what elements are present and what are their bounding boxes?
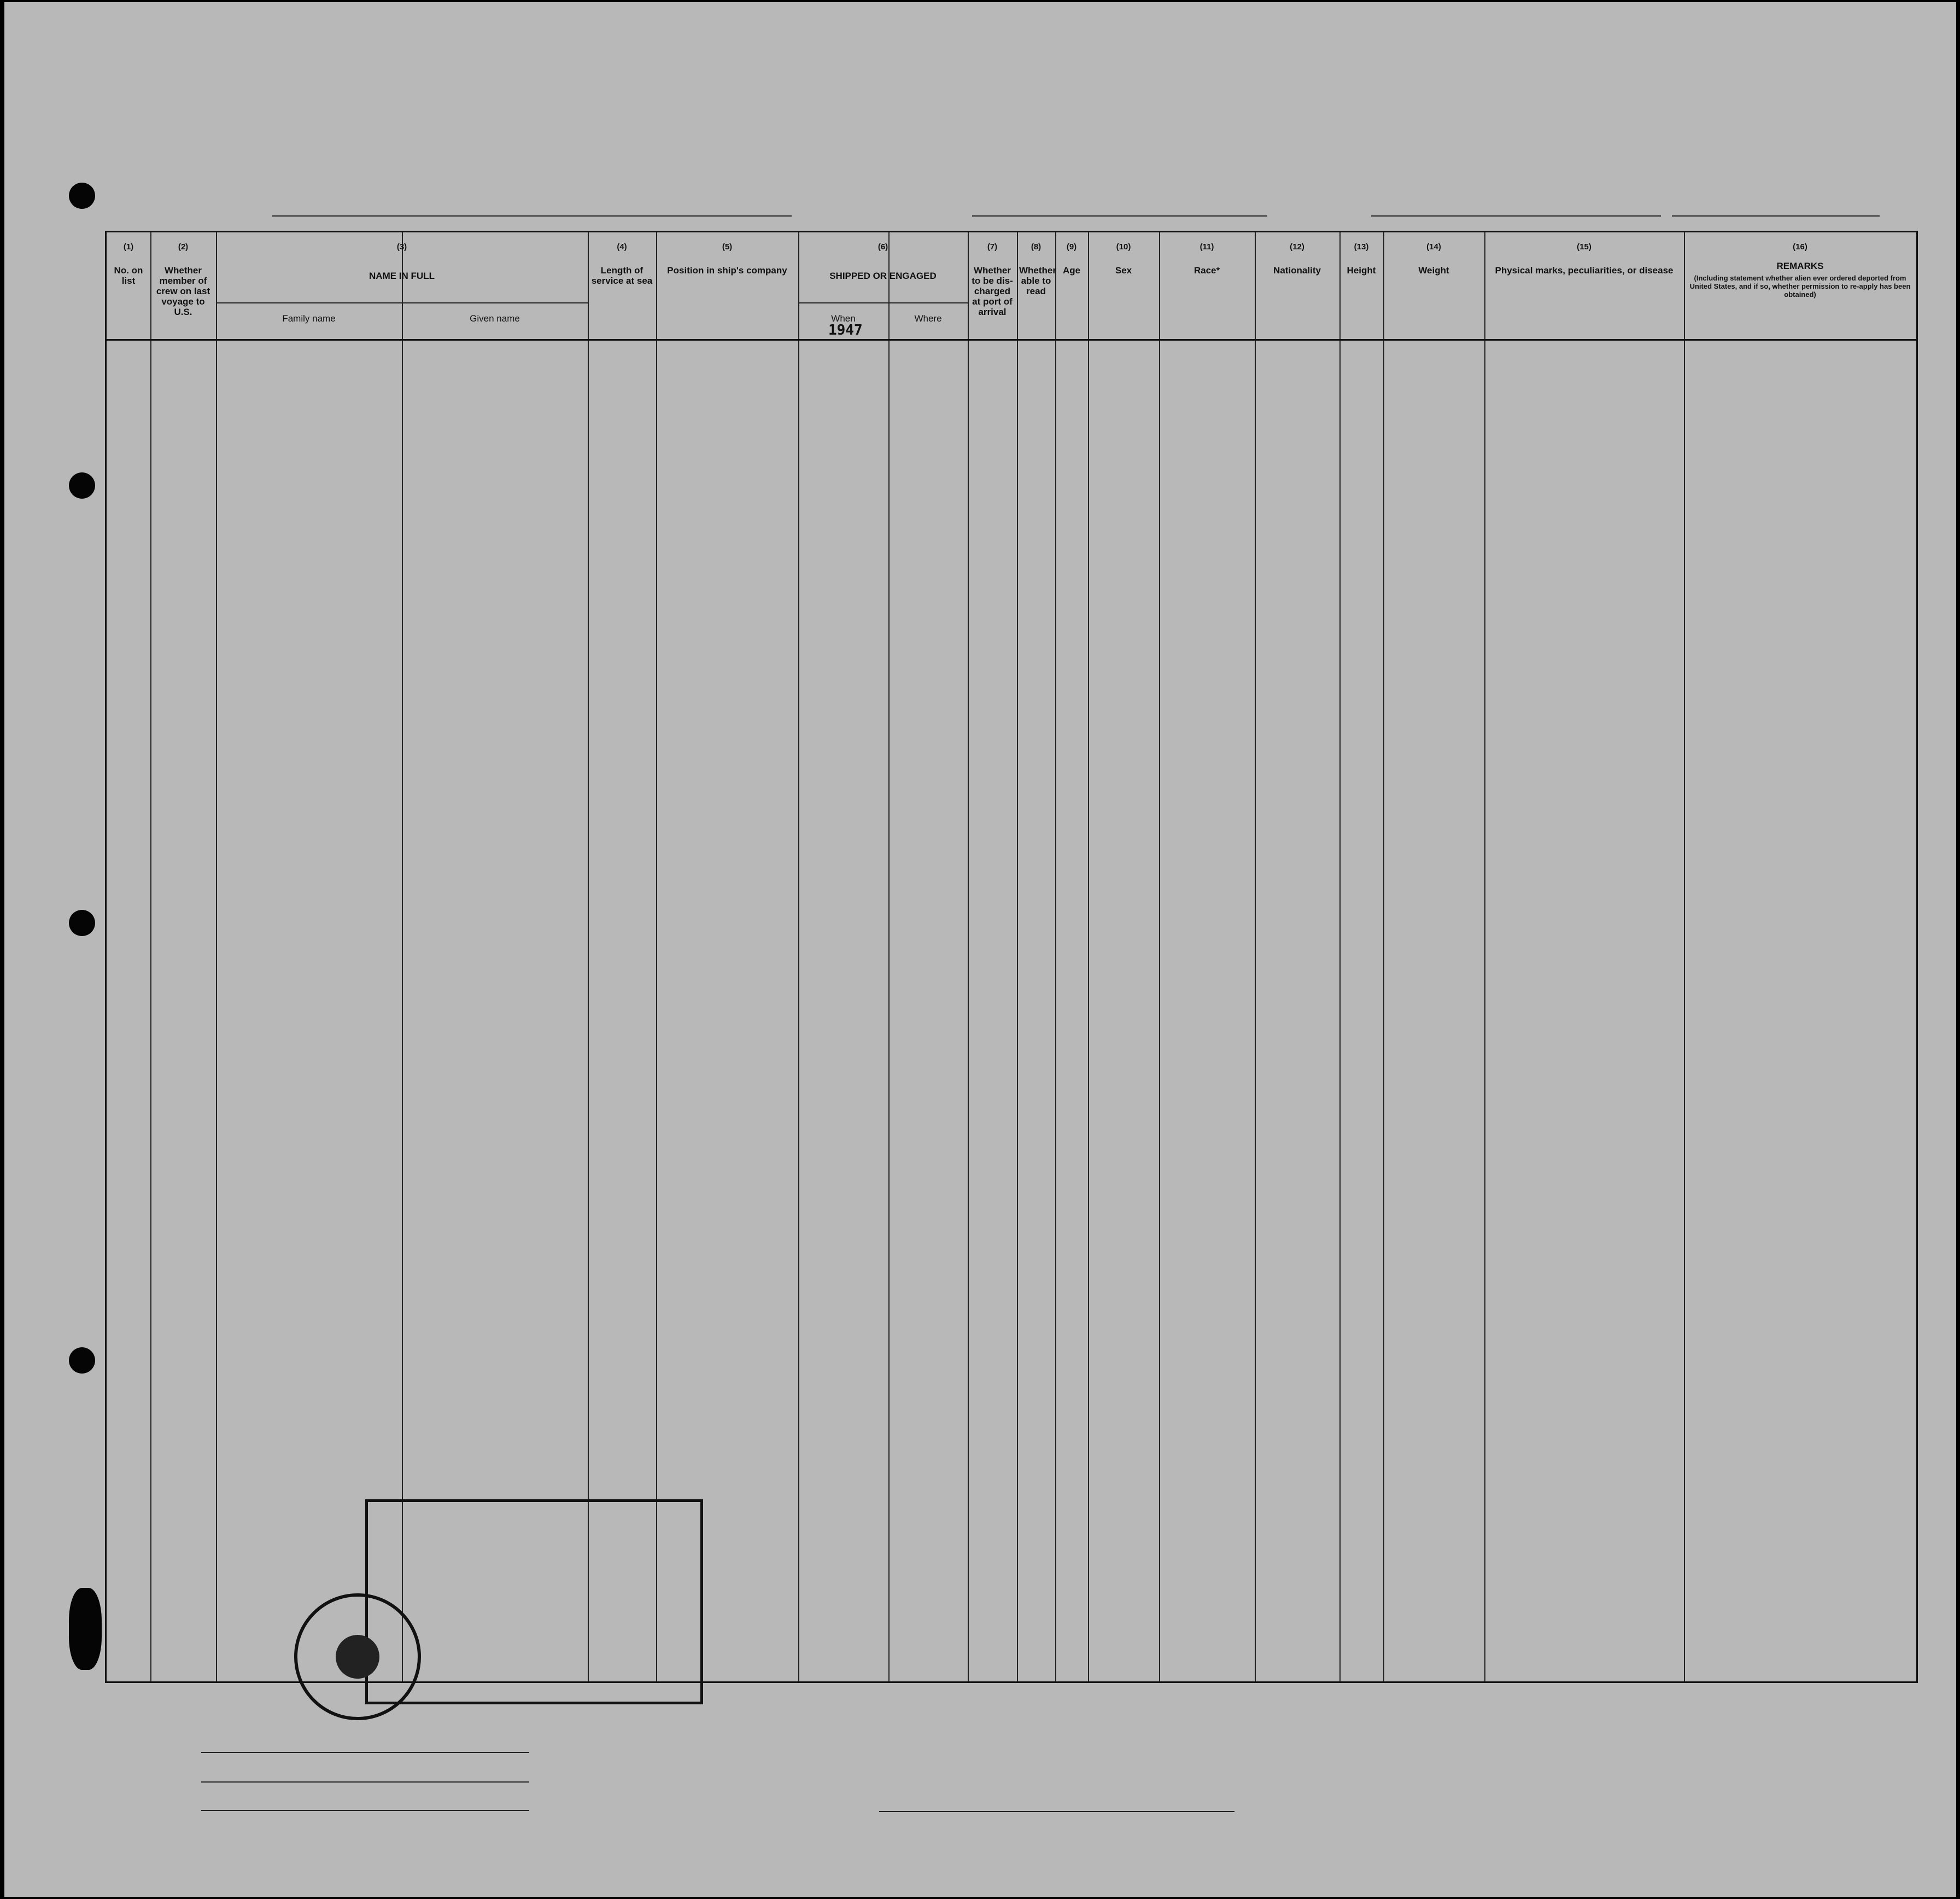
column-number: (12) [1290,242,1304,252]
column-number: (1) [123,242,134,252]
column-header: Whether to be dis-charged at port of arrival [972,265,1013,317]
column-number: (8) [1031,242,1042,252]
sheet-number [1860,39,1863,65]
column-header: Age [1062,265,1081,276]
column-header: Whether member of crew on last voyage to U.S. [156,265,210,317]
column-number: (3) [396,242,407,252]
column-header: No. on list [114,265,143,286]
column-subheader: Given name [470,313,520,324]
column-number: (10) [1116,242,1131,252]
column-subheader: Where [914,313,942,324]
manifest-sheet [4,2,1956,1897]
column-number: (15) [1577,242,1592,252]
vessel-line [218,191,1776,224]
column-number: (6) [877,242,888,252]
column-header: Whether able to read [1019,265,1056,296]
column-number: (14) [1426,242,1441,252]
column-header: NAME IN FULL [369,271,435,281]
column-header: Nationality [1273,265,1321,276]
eagle-icon [336,1635,379,1679]
punch-hole-icon [69,183,95,209]
column-header: REMARKS [1776,261,1824,271]
column-header: Position in ship's company [667,265,787,276]
column-header: SHIPPED OR ENGAGED [829,271,937,281]
column-number: (16) [1793,242,1807,252]
crew-table [105,231,1918,1683]
punch-hole-icon [69,472,95,499]
column-header: Sex [1115,265,1132,276]
punch-hole-icon [69,1347,95,1374]
column-number: (11) [1200,242,1214,252]
column-number: (4) [617,242,627,252]
column-note: (Including statement whether alien ever ordered deported from United States, and if so, whether permission to re-apply has been obtained) [1689,274,1911,299]
column-number: (2) [178,242,189,252]
column-header: Physical marks, peculiarities, or disease [1495,265,1674,276]
column-header: Length of service at sea [591,265,653,286]
column-number: (7) [987,242,998,252]
column-header: Weight [1418,265,1449,276]
ink-blot-icon [69,1588,102,1670]
column-number: (5) [722,242,733,252]
closed-with-note [781,1520,792,1556]
column-number: (9) [1066,242,1077,252]
column-subheader: When [831,313,856,324]
punch-hole-icon [69,910,95,936]
column-header: Race* [1193,265,1220,276]
year-label: 1947 [828,322,863,338]
consular-seal-icon [294,1593,421,1720]
column-subheader: Family name [282,313,336,324]
column-header: Height [1347,265,1376,276]
column-number: (13) [1354,242,1369,252]
